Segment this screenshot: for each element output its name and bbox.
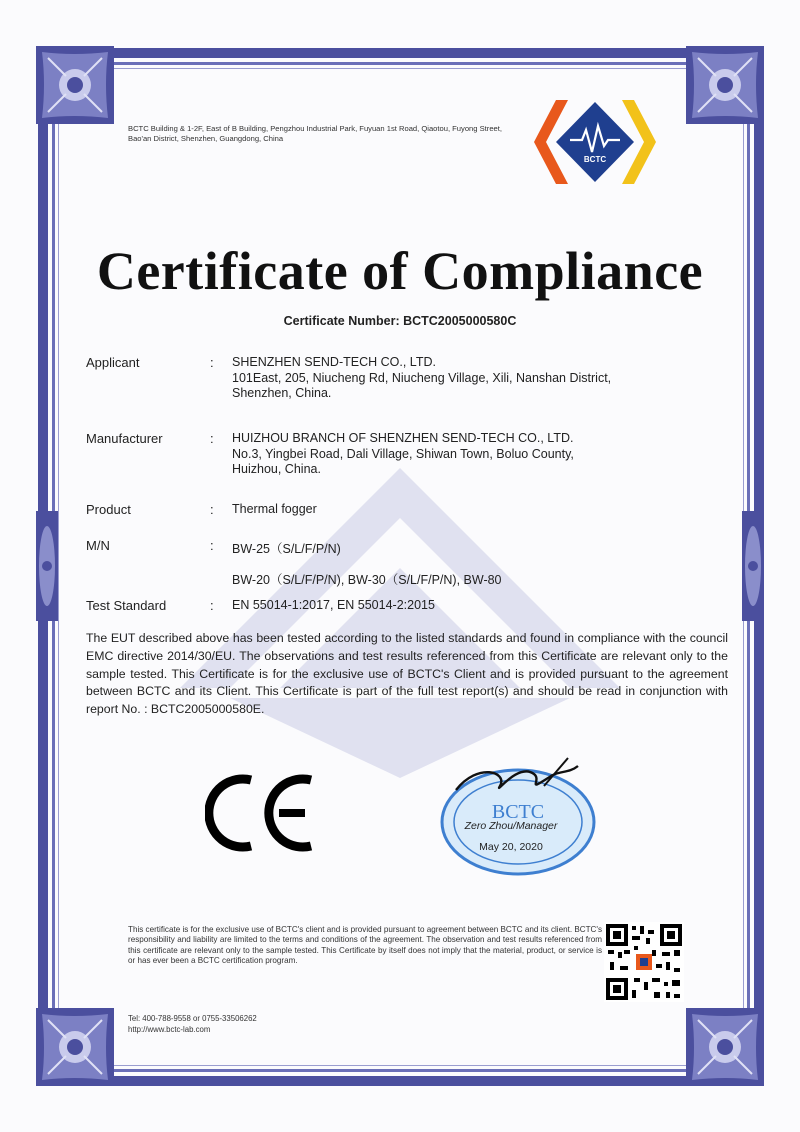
manufacturer-address-line1: No.3, Yingbei Road, Dali Village, Shiwan Town, Boluo County, bbox=[232, 446, 574, 461]
model-colon: : bbox=[210, 538, 214, 553]
ce-mark-icon bbox=[205, 772, 320, 854]
footer-contact bbox=[128, 1014, 428, 1035]
test-standard-label: Test Standard bbox=[86, 598, 167, 613]
corner-ornament-icon bbox=[684, 1006, 766, 1088]
applicant-address-line1: 101East, 205, Niucheng Rd, Niucheng Village, Xili, Nanshan District, bbox=[232, 370, 612, 385]
test-standard-value: EN 55014-1:2017, EN 55014-2:2015 bbox=[232, 598, 435, 612]
product-label: Product bbox=[86, 502, 131, 517]
manufacturer-value bbox=[232, 431, 732, 478]
certificate-number: Certificate Number: BCTC2005000580C bbox=[283, 314, 517, 328]
side-ornament-icon bbox=[36, 511, 58, 621]
manufacturer-colon: : bbox=[210, 431, 214, 446]
footer-web[interactable]: http://www.bctc-lab.com bbox=[128, 1024, 211, 1034]
signature-date: May 20, 2020 bbox=[479, 841, 543, 853]
applicant-address-line2: Shenzhen, China. bbox=[232, 386, 332, 400]
bctc-logo-icon bbox=[526, 96, 664, 188]
logo-text: BCTC bbox=[583, 155, 607, 164]
manufacturer-address-line2: Huizhou, China. bbox=[232, 462, 321, 476]
ce-mark-text: CE bbox=[205, 772, 207, 773]
corner-ornament-icon bbox=[34, 44, 116, 126]
model-label: M/N bbox=[86, 538, 110, 553]
manufacturer-name: HUIZHOU BRANCH OF SHENZHEN SEND-TECH CO., LTD. bbox=[232, 431, 574, 445]
qr-code-icon[interactable] bbox=[604, 922, 684, 1002]
footer-tel: Tel: 400-788-9558 or 0755-33506262 bbox=[128, 1014, 257, 1023]
model-line1: BW-25（S/L/F/P/N) bbox=[232, 542, 341, 556]
corner-ornament-icon bbox=[684, 44, 766, 126]
product-value: Thermal fogger bbox=[232, 502, 317, 516]
product-colon: : bbox=[210, 502, 214, 517]
applicant-colon: : bbox=[210, 355, 214, 370]
manufacturer-label: Manufacturer bbox=[86, 431, 163, 446]
footer-disclaimer: This certificate is for the exclusive use of BCTC's client and is provided pursuant to agreement between BCTC and its client. BCTC's responsibility and liability are limited to the terms and conditions of the agreement. The observation and test results referenced from this certificate are relevant only to the sample tested. This Certificate by itself does not imply that the material, product, or service is or has ever been a BCTC certification program. bbox=[128, 925, 602, 965]
stamp-text: BCTC bbox=[491, 801, 545, 823]
applicant-value bbox=[232, 355, 732, 402]
applicant-name: SHENZHEN SEND-TECH CO., LTD. bbox=[232, 355, 436, 369]
issuer-address: BCTC Building & 1-2F, East of B Building, Pengzhou Industrial Park, Fuyuan 1st Road, Qiaotou, Fuyong Street, Bao'an District, Shenzhen, Guangdong, China bbox=[128, 124, 502, 143]
signature-stamp bbox=[418, 752, 618, 882]
certificate-title: Certificate of Compliance bbox=[96, 241, 704, 301]
side-ornament-icon bbox=[742, 511, 764, 621]
compliance-statement: The EUT described above has been tested according to the listed standards and found in compliance with the council EMC directive 2014/30/EU. The observations and test results referenced from this Certificate are relevant only to the sample tested. This Certificate is for the exclusive use of BCTC's Client and is provided pursuant to the agreement between BCTC and its Client. This Certificate is part of the full test report(s) and should be read in conjunction with report No. : BCTC2005000580E. bbox=[86, 631, 728, 717]
applicant-label: Applicant bbox=[86, 355, 140, 370]
test-standard-colon: : bbox=[210, 598, 214, 613]
corner-ornament-icon bbox=[34, 1006, 116, 1088]
signatory-name: Zero Zhou/Manager bbox=[464, 820, 558, 832]
model-line2: BW-20（S/L/F/P/N), BW-30（S/L/F/P/N), BW-80 bbox=[232, 573, 502, 587]
